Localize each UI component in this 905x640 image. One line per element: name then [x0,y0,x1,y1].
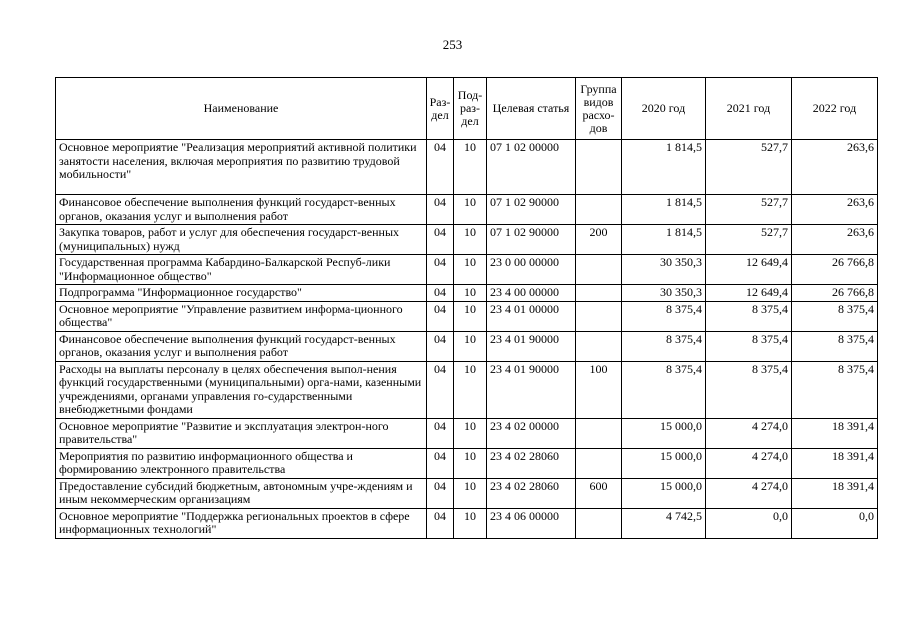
table-row [56,478,878,508]
row-group [576,418,622,448]
row-2022: 8 375,4 [792,301,878,331]
row-razdel: 04 [427,140,454,195]
row-podrazdel: 10 [454,195,487,225]
row-2020: 30 350,3 [622,255,706,285]
row-group: 100 [576,361,622,418]
table-body [56,140,878,539]
table-row [56,195,878,225]
row-name: Мероприятия по развитию информационного общества и формированию электронного правительства [56,448,427,478]
row-target: 23 4 00 00000 [487,285,576,302]
row-2021: 527,7 [706,195,792,225]
row-razdel: 04 [427,301,454,331]
row-target: 23 4 02 00000 [487,418,576,448]
row-razdel: 04 [427,361,454,418]
row-2020: 15 000,0 [622,418,706,448]
row-2022: 18 391,4 [792,478,878,508]
row-podrazdel: 10 [454,508,487,538]
row-2020: 8 375,4 [622,361,706,418]
header-name: Наименование [56,78,427,140]
row-2022: 263,6 [792,140,878,195]
row-name: Основное мероприятие "Развитие и эксплуатация электрон-ного правительства" [56,418,427,448]
table-row [56,285,878,302]
table-row [56,301,878,331]
row-target: 23 4 02 28060 [487,448,576,478]
row-2020: 4 742,5 [622,508,706,538]
row-target: 07 1 02 90000 [487,195,576,225]
row-podrazdel: 10 [454,301,487,331]
row-podrazdel: 10 [454,140,487,195]
row-podrazdel: 10 [454,331,487,361]
table-row [56,225,878,255]
row-target: 23 4 01 00000 [487,301,576,331]
row-razdel: 04 [427,448,454,478]
row-2021: 527,7 [706,225,792,255]
row-2022: 263,6 [792,195,878,225]
row-name: Финансовое обеспечение выполнения функций государст-венных органов, оказания услуг и выполнения работ [56,331,427,361]
row-name: Закупка товаров, работ и услуг для обеспечения государст-венных (муниципальных) нужд [56,225,427,255]
row-target: 23 4 01 90000 [487,361,576,418]
row-podrazdel: 10 [454,448,487,478]
row-name: Предоставление субсидий бюджетным, автономным учре-ждениям и иным некоммерческим организациям [56,478,427,508]
row-name: Основное мероприятие "Управление развитием информа-ционного общества" [56,301,427,331]
header-2021: 2021 год [706,78,792,140]
budget-table [55,77,878,539]
row-group [576,195,622,225]
row-razdel: 04 [427,418,454,448]
row-2020: 1 814,5 [622,195,706,225]
row-target: 23 4 02 28060 [487,478,576,508]
row-2021: 527,7 [706,140,792,195]
row-2020: 15 000,0 [622,478,706,508]
row-2022: 263,6 [792,225,878,255]
row-group: 600 [576,478,622,508]
table-row [56,418,878,448]
row-2021: 12 649,4 [706,255,792,285]
header-2020: 2020 год [622,78,706,140]
row-target: 07 1 02 00000 [487,140,576,195]
row-group [576,285,622,302]
row-razdel: 04 [427,195,454,225]
row-target: 07 1 02 90000 [487,225,576,255]
table-row [56,331,878,361]
header-group: Группа видов расхо-дов [576,78,622,140]
row-group [576,448,622,478]
row-2020: 1 814,5 [622,140,706,195]
row-2021: 8 375,4 [706,301,792,331]
row-group: 200 [576,225,622,255]
row-podrazdel: 10 [454,255,487,285]
row-group [576,140,622,195]
row-2022: 26 766,8 [792,255,878,285]
row-name: Государственная программа Кабардино-Балкарской Респуб-лики "Информационное общество" [56,255,427,285]
row-2020: 1 814,5 [622,225,706,255]
row-podrazdel: 10 [454,285,487,302]
row-2021: 4 274,0 [706,478,792,508]
row-2021: 0,0 [706,508,792,538]
row-2021: 8 375,4 [706,361,792,418]
row-podrazdel: 10 [454,418,487,448]
row-target: 23 4 01 90000 [487,331,576,361]
row-name: Расходы на выплаты персоналу в целях обеспечения выпол-нения функций государственными (муниципальными) орга-нами, казенными учреждениями, органами управления го-сударственными внебюджетными фондами [56,361,427,418]
table-row [56,140,878,195]
header-podrazdel: Под-раз-дел [454,78,487,140]
row-2020: 15 000,0 [622,448,706,478]
row-target: 23 0 00 00000 [487,255,576,285]
row-name: Финансовое обеспечение выполнения функций государст-венных органов, оказания услуг и выполнения работ [56,195,427,225]
row-group [576,508,622,538]
row-razdel: 04 [427,255,454,285]
row-2022: 8 375,4 [792,361,878,418]
row-target: 23 4 06 00000 [487,508,576,538]
row-2020: 30 350,3 [622,285,706,302]
row-group [576,331,622,361]
header-target: Целевая статья [487,78,576,140]
row-podrazdel: 10 [454,478,487,508]
row-name: Основное мероприятие "Реализация мероприятий активной политики занятости населения, включая мероприятия по развитию трудовой мобильности" [56,140,427,195]
row-2021: 12 649,4 [706,285,792,302]
row-2022: 0,0 [792,508,878,538]
row-name: Основное мероприятие "Поддержка региональных проектов в сфере информационных технологий" [56,508,427,538]
row-2022: 18 391,4 [792,448,878,478]
row-2020: 8 375,4 [622,301,706,331]
row-razdel: 04 [427,478,454,508]
row-2022: 18 391,4 [792,418,878,448]
header-2022: 2022 год [792,78,878,140]
row-2021: 4 274,0 [706,418,792,448]
row-razdel: 04 [427,331,454,361]
row-name: Подпрограмма "Информационное государство" [56,285,427,302]
table-header [56,78,878,140]
table-row [56,508,878,538]
row-razdel: 04 [427,225,454,255]
row-razdel: 04 [427,508,454,538]
row-2022: 8 375,4 [792,331,878,361]
table-row [56,448,878,478]
row-2021: 8 375,4 [706,331,792,361]
page-number: 253 [442,37,463,52]
row-podrazdel: 10 [454,225,487,255]
row-razdel: 04 [427,285,454,302]
table-row [56,255,878,285]
row-podrazdel: 10 [454,361,487,418]
row-2022: 26 766,8 [792,285,878,302]
row-group [576,255,622,285]
row-2020: 8 375,4 [622,331,706,361]
header-razdel: Раз-дел [427,78,454,140]
row-2021: 4 274,0 [706,448,792,478]
row-group [576,301,622,331]
table-row [56,361,878,418]
